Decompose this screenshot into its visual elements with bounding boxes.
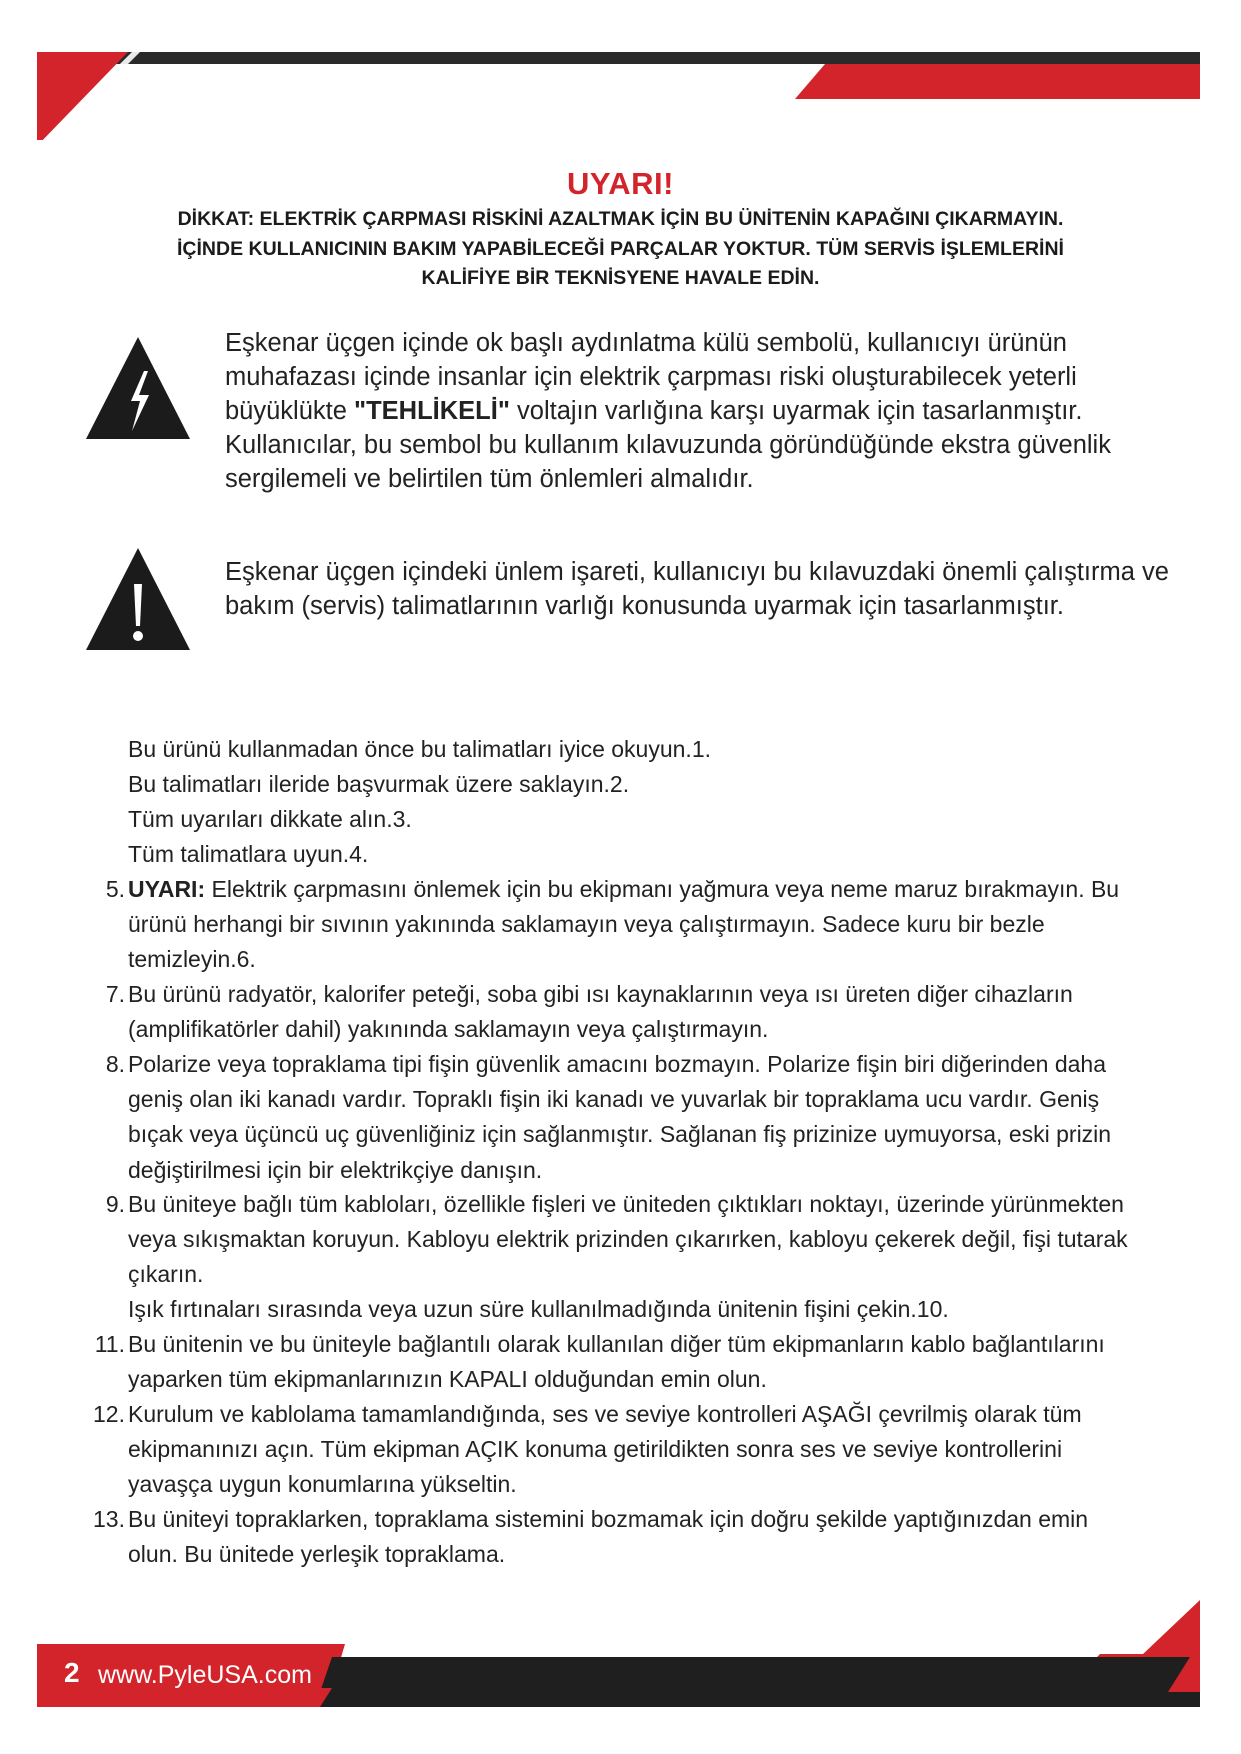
lightning-warning-triangle-icon (86, 337, 190, 441)
page-number: 2 (64, 1657, 80, 1688)
item-number: 5. (105, 876, 125, 902)
item-number: 12. (93, 1401, 125, 1427)
item-text: Bu ünitenin ve bu üniteyle bağlantılı olarak kullanılan diğer tüm ekipmanların kablo bağlantılarını yaparken tüm ekipmanlarınızın KAPALI olduğundan emin olun. (128, 1331, 1105, 1393)
item-number: 9. (105, 1191, 125, 1217)
symbol-text: voltajın varlığına karşı uyarmak için tasarlanmıştır. Kullanıcılar, bu sembol bu kullanım kılavuzunda göründüğünde ekstra güvenlik sergilemeli ve belirtilen tüm önlemleri almalıdır. (225, 397, 1111, 493)
symbol-text: Eşkenar üçgen içinde ok başlı aydınlatma külü sembolü, kullanıcıyı ürünün muhafazası içinde insanlar için elektrik çarpması riski oluşturabilecek yeterli büyüklükte (225, 329, 1077, 425)
item-text: Bu üniteye bağlı tüm kabloları, özellikle fişleri ve üniteden çıktıkları noktayı, üzerinde yürünmekten veya sıkışmaktan koruyun. Kabloyu elektrik prizinden çıkarırken, kabloyu çekerek değil, fişi tutarak çıkarın. (128, 1191, 1128, 1288)
item-number: 11. (94, 1331, 125, 1357)
item-text: Elektrik çarpmasını önlemek için bu ekipmanı yağmura veya neme maruz bırakmayın. Bu ürünü herhangi bir sıvının yakınında saklamayın veya çalıştırmayın. Sadece kuru bir bezle temizleyin.6. (128, 876, 1120, 973)
list-item: Tüm uyarıları dikkate alın.3. (128, 806, 412, 832)
warning-title: UYARI! (567, 166, 674, 201)
item-number: 7. (105, 981, 125, 1007)
list-item (93, 1502, 1138, 1572)
list-item (105, 1047, 1138, 1188)
list-item (105, 977, 1138, 1047)
list-item: Bu talimatları ileride başvurmak üzere saklayın.2. (128, 771, 630, 797)
item-text: Bu ürünü radyatör, kalorifer peteği, soba gibi ısı kaynaklarının veya ısı üreten diğer cihazların (amplifikatörler dahil) yakınında saklamayın veya çalıştırmayın. (128, 981, 1073, 1043)
item-number: 8. (105, 1051, 125, 1077)
warning-subtitle-line: DİKKAT: ELEKTRİK ÇARPMASI RİSKİNİ AZALTMAK İÇİN BU ÜNİTENİN KAPAĞINI ÇIKARMAYIN. (177, 208, 1064, 230)
list-item-warning (105, 872, 1138, 978)
list-item (93, 1397, 1138, 1503)
exclamation-symbol-description: Eşkenar üçgen içindeki ünlem işareti, kullanıcıyı bu kılavuzdaki önemli çalıştırma ve bakım (servis) talimatlarının varlığı konusunda uyarmak için tasarlanmıştır. (225, 558, 1169, 620)
item-text: Polarize veya topraklama tipi fişin güvenlik amacını bozmayın. Polarize fişin biri diğerinden daha geniş olan iki kanadı vardır. Topraklı fişin iki kanadı ve yuvarlak bir topraklama ucu vardır. Geniş bıçak veya üçüncü uç güvenliğiniz için sağlanmıştır. Sağlanan fiş prizinize uymuyorsa, eski prizin değiştirilmesi için bir elektrikçiye danışın. (128, 1051, 1112, 1183)
warning-subtitle-line: İÇİNDE KULLANICININ BAKIM YAPABİLECEĞİ PARÇALAR YOKTUR. TÜM SERVİS İŞLEMLERİNİ (177, 237, 1064, 260)
warning-subtitle-line: KALİFİYE BİR TEKNİSYENE HAVALE EDİN. (421, 267, 820, 289)
danger-emphasis: "TEHLİKELİ" (354, 397, 510, 425)
list-item: Tüm talimatlara uyun.4. (128, 841, 369, 867)
item-text: Bu üniteyi topraklarken, topraklama sistemini bozmamak için doğru şekilde yaptığınızdan emin olun. Bu ünitede yerleşik topraklama. (128, 1506, 1089, 1568)
header-band (0, 0, 1241, 140)
warning-subtitle (80, 205, 1161, 294)
exclamation-warning-triangle-icon (86, 548, 190, 652)
footer-url-link[interactable]: www.PyleUSA.com (98, 1661, 312, 1689)
list-item (105, 1187, 1138, 1293)
item-number: 13. (93, 1506, 125, 1532)
item-text: Kurulum ve kablolama tamamlandığında, ses ve seviye kontrolleri AŞAĞI çevrilmiş olarak tüm ekipmanınızı açın. Tüm ekipman AÇIK konuma getirildikten sonra ses ve seviye kontrollerini yavaşça uygun konumlarına yükseltin. (128, 1401, 1082, 1498)
lightning-symbol-description (225, 326, 1185, 496)
warning-label: UYARI: (128, 876, 206, 902)
list-item: Bu ürünü kullanmadan önce bu talimatları iyice okuyun.1. (128, 736, 712, 762)
list-item (94, 1327, 1138, 1397)
list-item: Işık fırtınaları sırasında veya uzun süre kullanılmadığında ünitenin fişini çekin.10. (128, 1296, 949, 1322)
